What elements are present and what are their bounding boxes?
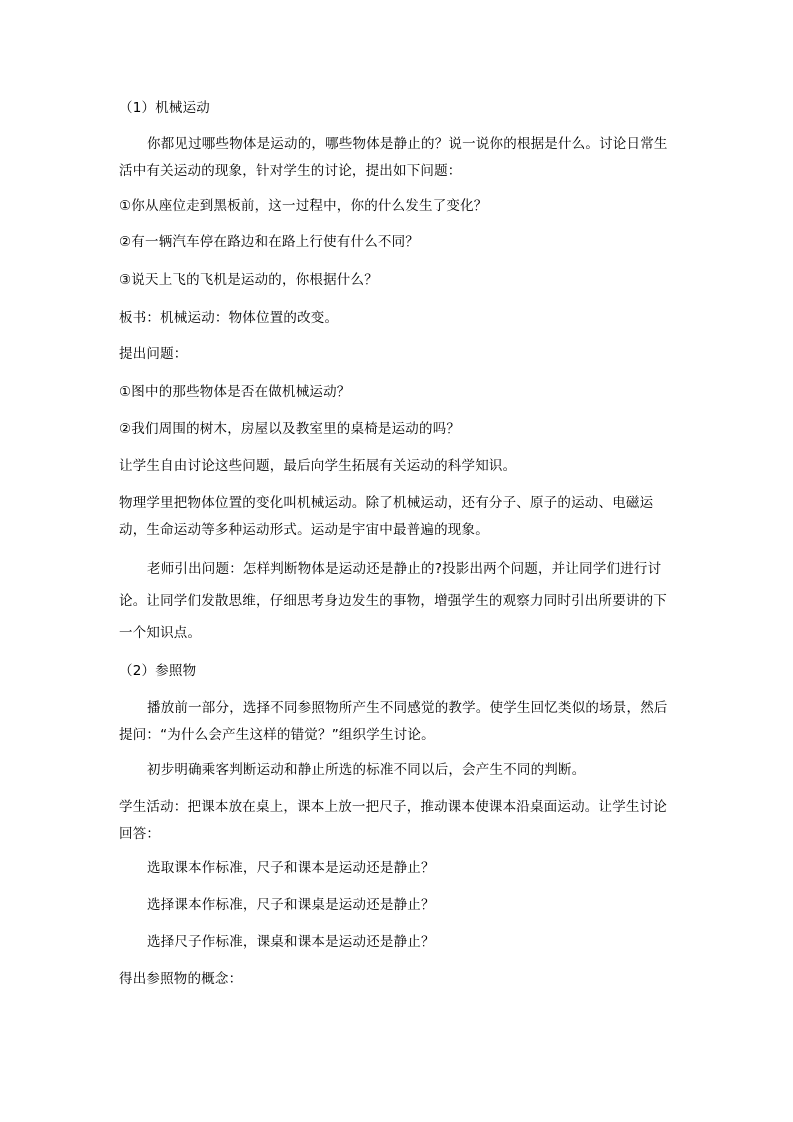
paragraph-student-activity: 学生活动：把课本放在桌上，课本上放一把尺子，推动课本使课本沿桌面运动。让学生讨论回答：	[119, 799, 667, 842]
paragraph-initial-clarify: 初步明确乘客判断运动和静止所选的标准不同以后，会产生不同的判断。	[147, 762, 586, 778]
heading-mechanical-motion: （1）机械运动	[119, 100, 210, 116]
question-item-2: ②有一辆汽车停在路边和在路上行使有什么不同？	[119, 234, 420, 250]
paragraph-concept-conclusion: 得出参照物的概念：	[119, 971, 243, 987]
activity-question-1: 选取课本作标准，尺子和课本是运动还是静止？	[147, 860, 435, 876]
raise-questions-label: 提出问题：	[119, 346, 188, 362]
paragraph-intro-question: 你都见过哪些物体是运动的，哪些物体是静止的？说一说你的根据是什么。讨论日常生活中有关运动的现象，针对学生的讨论，提出如下问题：	[119, 136, 668, 179]
paragraph-teacher-question: 老师引出问题：怎样判断物体是运动还是静止的?投影出两个问题，并让同学们进行讨论。让同学们发散思维，仔细思考身边发生的事物，增强学生的观察力同时引出所要讲的下一个知识点。	[119, 561, 667, 641]
question-item-1: ①你从座位走到黑板前，这一过程中，你的什么发生了变化？	[119, 198, 488, 214]
activity-question-2: 选择课本作标准，尺子和课桌是运动还是静止？	[147, 897, 435, 913]
paragraph-play-video: 播放前一部分，选择不同参照物所产生不同感觉的教学。使学生回忆类似的场景，然后提问：“为什么会产生这样的错觉？”组织学生讨论。	[119, 700, 668, 743]
raised-question-2: ②我们周围的树木，房屋以及教室里的桌椅是运动的吗？	[119, 421, 461, 437]
activity-question-3: 选择尺子作标准，课桌和课本是运动还是静止？	[147, 934, 435, 950]
heading-reference-object: （2）参照物	[119, 663, 197, 679]
paragraph-free-discussion: 让学生自由讨论这些问题，最后向学生拓展有关运动的科学知识。	[119, 458, 517, 474]
raised-question-1: ①图中的那些物体是否在做机械运动？	[119, 384, 351, 400]
paragraph-physics-definition: 物理学里把物体位置的变化叫机械运动。除了机械运动，还有分子、原子的运动、电磁运动，生命运动等多种运动形式。运动是宇宙中最普遍的现象。	[119, 495, 654, 538]
question-item-3: ③说天上飞的飞机是运动的，你根据什么？	[119, 272, 378, 288]
blackboard-note: 板书：机械运动：物体位置的改变。	[119, 310, 339, 326]
